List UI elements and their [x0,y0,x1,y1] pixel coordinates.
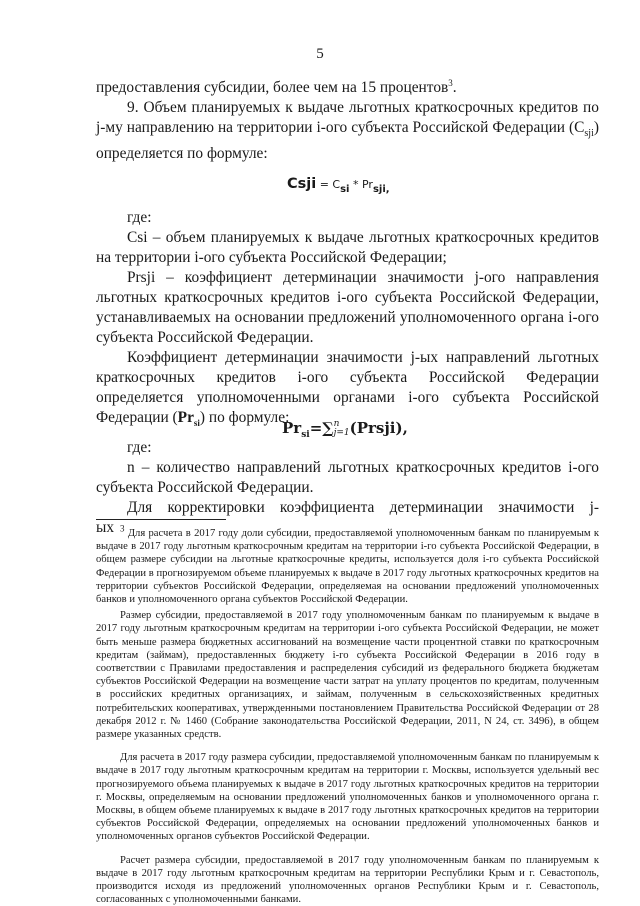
formula-prsi-sub: si [301,430,310,440]
formula-prsi-lhs: Pr [282,419,302,437]
footnote-paragraph-3: Для расчета в 2017 году размера субсидии, предоставляемой уполномоченным банкам по планируемым к выдаче в 2017 году льготным краткосрочным кредитам на территории г. Москвы, используется удельный вес прогнозируемого объема планируемых к выдаче в 2017 году льготных краткосрочных кредитов на территории г. Москвы, определяемым на основании предложений уполномоченных банков и уполномоченного органа г. Москвы, в общем объеме планируемых к выдаче в 2017 году льготных краткосрочных кредитов на территории субъектов Российской Федерации, определяемых на основании предложений уполномоченных банков и уполномоченных органов субъектов Российской Федерации. [96,752,599,843]
paragraph-9-end: ) определяется по формуле: [96,119,599,163]
paragraph-9-sub: sji [584,128,594,140]
where-label-1: где: [127,209,152,226]
formula-prsi [282,419,408,440]
formula-prsi-body: (Prsji), [349,419,408,437]
paragraph-9 [96,98,599,164]
coefficient-paragraph-end: ) по формуле: [199,409,290,426]
main-text-top [96,78,599,164]
csi-definition: Csi – объем планируемых к выдаче льготных краткосрочных кредитов на территории i-ого субъекта Российской Федерации; [96,229,599,266]
footnote-paragraph-2: Размер субсидии, предоставляемой в 2017 году уполномоченным банкам по планируемым к выдаче в 2017 году льготным краткосрочным кредитам на территории i-ого субъекта Российской Федерации, не может быть меньше размера бюджетных ассигнований на возмещение части процентной ставки по краткосрочным кредитам (займам), предоставленных бюджету i-го субъекта Российской Федерации в 2016 году в соответствии с Правилами предоставления и распределения субсидий из федерального бюджета бюджетам субъектов Российской Федерации на возмещение части затрат на уплату процентов по кредитам, полученным в российских кредитных организациях, и займам, полученным в сельскохозяйственных кредитных потребительских кооперативах, утвержденными постановлением Правительства Российской Федерации от 28 декабря 2012 г. № 1460 (Собрание законодательства Российской Федерации, 2011, N 24, ст. 3496), в общем размере указанных средств. [96,610,599,741]
formula-prsi-upper: n [333,419,340,429]
formula-csji-sub2: sji, [372,183,390,195]
footnote-paragraph-1 [96,523,600,606]
footnote [96,523,600,906]
paragraph-9-text: 9. Объем планируемых к выдаче льготных краткосрочных кредитов по j-му направлению на территории i-ого субъекта Российской Федерации (C [96,99,599,136]
formula-csji-lhs: Csji [287,176,317,192]
footnote-mark: 3 [120,523,125,534]
coefficient-pr-sub: si [193,418,200,429]
formula-csji [287,176,390,195]
intro-line-end: . [452,79,457,96]
main-text-middle [96,208,599,433]
prsji-definition: Prsji – коэффициент детерминации значимости j-ого направления льготных краткосрочных кредитов i-ого субъекта Российской Федерации, устанавливаемых на основании предложений уполномоченного органа i-ого субъекта Российской Федерации. [96,269,599,346]
formula-csji-eq: = C [316,178,341,191]
footnote-separator [96,519,226,520]
where-label-2: где: [127,439,152,456]
intro-line-text: предоставления субсидии, более чем на 15 процентов [96,79,449,96]
formula-csji-mul: * Pr [349,178,373,191]
page-number: 5 [316,46,324,62]
footnote-paragraph-4: Расчет размера субсидии, предоставляемой в 2017 году уполномоченным банкам по планируемым к выдаче в 2017 году льготным краткосрочным кредитам на территории Республики Крым и г. Севастополь, производится исходя из предложений уполномоченных органов Республики Крым и г. Севастополь, согласованных с уполномоченными банками. [96,854,599,906]
formula-prsi-sum: =∑ [309,419,334,437]
n-definition: n – количество направлений льготных краткосрочных кредитов i-ого субъекта Российской Федерации. [96,459,599,496]
footnote-ref: 3 [448,77,453,88]
formula-prsi-lower: j=1 [333,428,350,438]
formula-csji-sub1: si [340,183,350,195]
coefficient-pr: Pr [177,409,194,426]
main-text-bottom [96,438,599,538]
intro-line [96,78,599,98]
coefficient-paragraph-text: Коэффициент детерминации значимости j-ых направлений льготных краткосрочных кредитов i-ого субъекта Российской Федерации определяется уполномоченными органами i-ого субъекта Российской Федерации ( [96,349,599,426]
correction-line: Для корректировки коэффициента детерминации значимости j-ых [96,499,599,536]
footnote-paragraph-1-text: Для расчета в 2017 году доли субсидии, предоставляемой уполномоченным банкам по планируемым к выдаче в 2017 году льготным краткосрочным кредитам на территории i-го субъекта Российской Федерации, в общем размере субсидии на льготные краткосрочные кредиты, используется доля i-го субъекта Российской Федерации в прогнозируемом объеме планируемых к выдаче в 2017 году льготных краткосрочных кредитов на территории субъектов Российской Федерации, определяемая на основании предложений уполномоченных банков и уполномоченного органа субъектов Российской Федерации. [96,528,600,606]
